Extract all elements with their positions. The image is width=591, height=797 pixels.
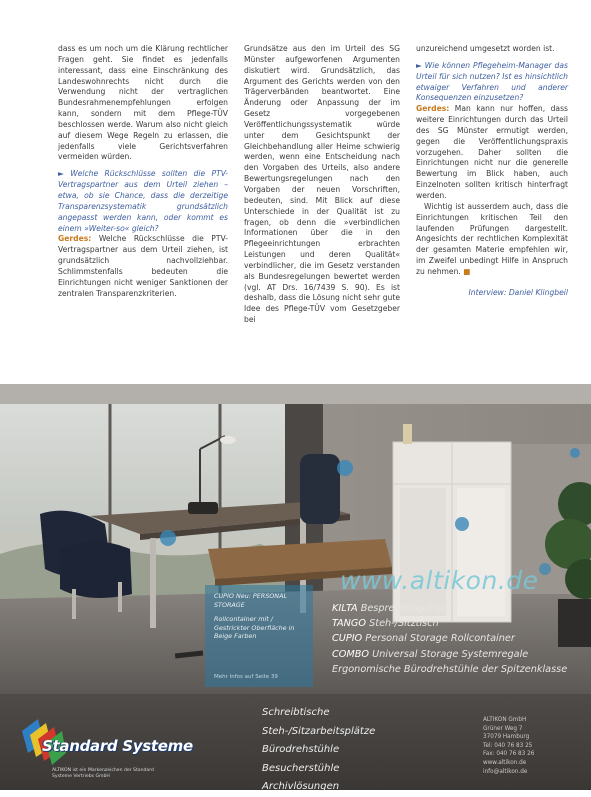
contact-street: Grüner Weg 7 [483,725,523,732]
product-line [332,647,572,662]
product-description: Ergonomische Bürodrehstühle der Spitzenklasse [332,663,568,675]
product-description: Universal Storage Systemregale [372,648,529,660]
category-item: Bürodrehstühle [262,744,340,756]
body-paragraph: dass es um noch um die Klärung rechtlicher Fragen geht. Sie findet es jedenfalls interessant, dass eine Einschränkung des Landeswohnrechts nicht durch die Verwendung nicht der vertraglichen Bundesrahmenempfehlungen erfolgen kann, sondern mit dem Pflege-TÜV beschlossen werde. Warum also nicht gleich auf diesem Wege Regeln zu erlassen, die jedenfalls viele Gerichtsverfahren vermeiden würden. [58,44,228,162]
answer-text: Man kann nur hoffen, dass weitere Einrichtungen durch das Urteil des SG Münster ermutigt werden, gegen die Veröffentlichungspraxis vorzugehen. Daher sollten die Einrichtungen nicht nur die generelle Bewertung im Blick haben, auch Einzelnoten sollten kritisch hinterfragt werden. [416,104,568,200]
category-list [262,704,375,797]
triangle-bullet-icon: ► [416,60,422,70]
speaker-name: Gerdes: [58,234,92,244]
contact-company: ALTIKON GmbH [483,717,527,723]
promo-box [205,585,313,687]
company-logo-text: Standard Systeme [42,737,193,755]
interview-question [58,169,228,234]
product-brand: CUPIO [332,633,363,645]
product-line [332,601,572,616]
interview-question [416,61,568,104]
product-list [332,601,572,677]
product-line [332,662,572,677]
advertiser-url: www.altikon.de [340,566,539,595]
category-item: Besucherstühle [262,762,340,774]
speaker-name: Gerdes: [416,104,450,114]
category-item: Archivlösungen [262,781,340,793]
answer-paragraph [58,234,228,299]
category-item: Steh-/Sitzarbeitsplätze [262,725,376,737]
question-text: Welche Rückschlüsse sollten die PTV-Vertragspartner aus dem Urteil ziehen – etwa, ob sie Chance, dass die derzeitige Transparenzsystematik grundsätzlich angepasst werden kann, oder kommt es einem »Weiter-so« gleich? [58,169,228,233]
body-paragraph: Grundsätze aus den im Urteil des SG Münster aufgeworfenen Argumenten diskutiert wird. Grundsätzlich, das Argument des Gerichts werden von den Trägerverbänden beantwortet. Eine Änderung oder Anpassung der im Gesetz vorgegebenen Veröffentlichungssystematik würde unter dem Gesichtspunkt der Gleichbehandlung aller Heime schwierig werden, wenn eine Entscheidung nach den Vorgaben des Urteils, also andere Bewertungsregelungen nach den Vorgaben der neuen Vorschriften, bedeuten, sind. Mit Blick auf diese Unterschiede in der Qualität ist zu fragen, ob denn die »verbindlichen Informationen über die in den Pflegeeinrichtungen erbrachten Leistungen und deren Qualität« verbindlicher, die im Gesetz verstanden als Bundesregelungen bewertet werden (vgl. AT Drs. 16/7439 S. 90). Es ist deshalb, dass die Lösung nicht sehr gute Idee des Pflege-TÜV vom Gesetzgeber bei [244,44,400,325]
product-description: Besprechungstische [360,603,459,614]
answer-paragraph [416,104,568,202]
product-description: Steh-/Sitztisch [369,618,439,630]
article-column-2 [244,44,400,326]
promo-title: CUPIO Neu: PERSONAL STORAGE [214,592,288,609]
company-logo-subtitle: ALTIKON ist ein Markenzeichen der Standard Systeme Vertriebs GmbH [52,768,154,779]
end-mark: ■ [463,266,471,276]
article-column-1 [58,44,228,299]
question-text: Wie können Pflegeheim-Manager das Urteil für sich nutzen? Ist es hinsichtlich etwaiger Verfahren und anderer Konsequenzen einzusetzen? [416,60,568,103]
product-brand: TANGO [332,618,367,630]
body-paragraph [416,202,568,278]
triangle-bullet-icon: ► [58,169,64,179]
contact-city: 37079 Hamburg [483,734,530,741]
product-line [332,631,572,646]
answer-text: Welche Rückschlüsse die PTV-Vertragspartner aus dem Urteil ziehen, ist grundsätzlich nachvollziehbar. Schlimmstenfalls bedeuten die Einrichtungen nicht weniger Sanktionen der zentralen Transparenzkriterien. [58,234,228,298]
product-brand: KILTA [332,603,358,614]
promo-footer: Mehr Infos auf Seite 39 [214,674,278,681]
contact-block [483,716,583,776]
product-brand: COMBO [332,648,370,660]
product-line [332,616,572,631]
category-item: Schreibtische [262,707,330,718]
contact-email: info@altikon.de [483,768,528,775]
contact-fax: Fax: 040 76 83 26 [483,751,535,758]
body-paragraph: unzureichend umgesetzt worden ist. [416,44,555,53]
product-description: Personal Storage Rollcontainer [365,633,515,645]
interview-signature: Interview: Daniel Klingbeil [468,287,568,297]
contact-web: www.altikon.de [483,759,527,766]
closing-text: Wichtig ist ausserdem auch, dass die Einrichtungen kritischen Teil den laufenden Prüfungen dargestellt. Angesichts der rechtlichen Komplexität der gesamten Materie empfehlen wir, im Zweifel unbedingt Hilfe in Anspruch zu nehmen. [416,201,568,276]
promo-description: Rollcontainer mit / Gestrickter Oberfläche in Beige Farben [214,615,295,641]
article-column-3 [416,44,568,299]
contact-phone: Tel: 040 76 83 25 [483,742,533,749]
